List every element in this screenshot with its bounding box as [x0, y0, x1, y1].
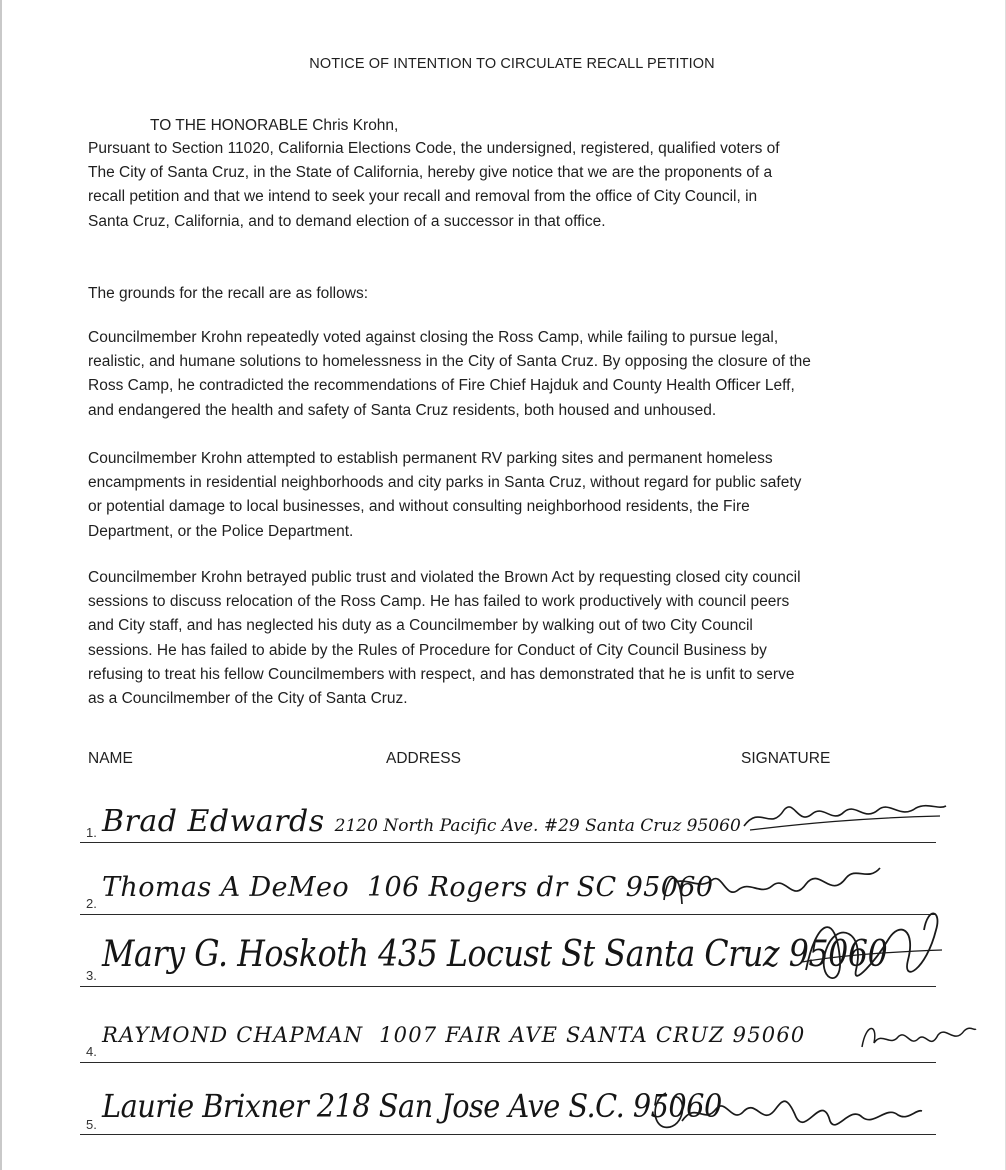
salutation: TO THE HONORABLE Chris Krohn, [150, 117, 399, 134]
reason-line: as a Councilmember of the City of Santa Cruz. [88, 690, 408, 708]
grounds-heading: The grounds for the recall are as follows: [88, 285, 368, 302]
signature-row [80, 866, 944, 926]
reason-line: and City staff, and has neglected his duty as a Councilmember by walking out of two City Council [88, 617, 753, 635]
signature-row [80, 1085, 944, 1145]
intro-paragraph [88, 137, 936, 234]
reason-line: sessions. He has failed to abide by the Rules of Procedure for Conduct of City Council Business by [88, 641, 767, 659]
signer-address: 2120 North Pacific Ave. #29 Santa Cruz 95060 [334, 816, 741, 836]
page-left-edge [0, 0, 2, 1170]
signer-name: Laurie Brixner [102, 1087, 309, 1125]
row-number: 1. [86, 825, 97, 840]
signature-row [80, 1013, 944, 1073]
signature-line [80, 1134, 936, 1135]
row-number: 5. [86, 1117, 97, 1132]
intro-line: The City of Santa Cruz, in the State of California, hereby give notice that we are the proponents of a [88, 164, 773, 182]
signer-name: Thomas A DeMeo [102, 872, 349, 903]
signer-address: 106 Rogers dr SC 95060 [366, 872, 714, 903]
column-header-signature: SIGNATURE [741, 750, 831, 767]
signature-line [80, 1062, 936, 1063]
handwritten-signature [740, 796, 950, 840]
row-number: 3. [86, 968, 97, 983]
signature-line [80, 842, 936, 843]
row-number: 2. [86, 896, 97, 911]
signature-line [80, 986, 936, 987]
handwritten-entry [102, 934, 887, 975]
intro-line: Pursuant to Section 11020, California Elections Code, the undersigned, registered, qualified voters of [88, 140, 780, 157]
reason-line: Councilmember Krohn repeatedly voted against closing the Ross Camp, while failing to pursue legal, [88, 329, 779, 346]
signer-address: 1007 FAIR AVE SANTA CRUZ 95060 [379, 1023, 806, 1047]
signer-name: RAYMOND CHAPMAN [102, 1023, 364, 1047]
reason-line: realistic, and humane solutions to homelessness in the City of Santa Cruz. By opposing the closure of the [88, 353, 811, 371]
reason-line: or potential damage to local businesses, and without consulting neighborhood residents, the Fire [88, 498, 750, 516]
reason-line: encampments in residential neighborhoods and city parks in Santa Cruz, without regard for public safety [88, 474, 802, 492]
signature-row [80, 930, 944, 1000]
intro-line: Santa Cruz, California, and to demand election of a successor in that office. [88, 212, 606, 230]
row-number: 4. [86, 1044, 97, 1059]
handwritten-entry [102, 804, 741, 839]
recall-reason-3 [88, 566, 936, 711]
intro-line: recall petition and that we intend to seek your recall and removal from the office of City Council, in [88, 188, 758, 206]
handwritten-entry [102, 872, 713, 903]
handwritten-signature [858, 1017, 978, 1057]
reason-line: Councilmember Krohn betrayed public trust and violated the Brown Act by requesting closed city council [88, 569, 801, 586]
signer-name: Mary G. Hoskoth [102, 934, 369, 975]
handwritten-entry [102, 1087, 722, 1125]
reason-line: Councilmember Krohn attempted to establish permanent RV parking sites and permanent homeless [88, 450, 773, 467]
recall-reason-1 [88, 326, 936, 423]
reason-line: sessions to discuss relocation of the Ross Camp. He has failed to work productively with council peers [88, 593, 790, 611]
signer-name: Brad Edwards [102, 804, 325, 839]
reason-line: and endangered the health and safety of Santa Cruz residents, both housed and unhoused. [88, 401, 717, 419]
document-title: NOTICE OF INTENTION TO CIRCULATE RECALL PETITION [309, 56, 715, 72]
signature-line [80, 914, 936, 915]
column-header-address: ADDRESS [386, 750, 461, 767]
column-header-name: NAME [88, 750, 133, 767]
handwritten-entry [102, 1023, 805, 1047]
reason-line: refusing to treat his fellow Councilmembers with respect, and has demonstrated that he is unfit to serve [88, 665, 795, 683]
signer-address: 435 Locust St Santa Cruz 95060 [378, 934, 888, 975]
recall-reason-2 [88, 447, 936, 544]
signature-row [80, 796, 944, 856]
reason-line: Department, or the Police Department. [88, 522, 354, 540]
reason-line: Ross Camp, he contradicted the recommendations of Fire Chief Hajduk and County Health Officer Leff, [88, 377, 795, 395]
signer-address: 218 San Jose Ave S.C. 95060 [316, 1087, 722, 1125]
